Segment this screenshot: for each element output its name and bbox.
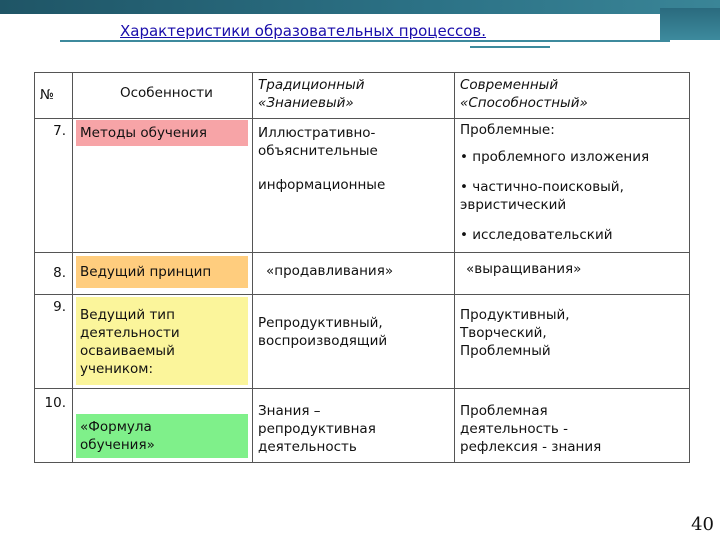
table-border-left [34,72,35,463]
traditional-informational: информационные [258,177,386,193]
feature-activity-type: Ведущий тип деятельности осваиваемый учеником: [76,297,248,385]
table-border-top [34,72,690,73]
modern-partial-search: • частично-поисковый, эвристический [460,179,624,213]
decorative-top-bar [0,0,720,14]
decorative-rule-short [470,46,550,48]
modern-problem-formula: Проблемная деятельность - рефлексия - знания [460,403,602,455]
modern-problem-presentation: • проблемного изложения [460,149,650,165]
feature-leading-principle: Ведущий принцип [76,256,248,288]
row-number: 8. [53,265,66,281]
header-traditional: Традиционный «Знаниевый» [258,77,365,111]
header-features: Особенности [120,85,213,101]
table-col-divider [72,72,73,463]
table-border-bottom [34,462,690,463]
table-border-right [689,72,690,463]
modern-research: • исследовательский [460,227,613,243]
traditional-knowledge-formula: Знания – репродуктивная деятельность [258,403,376,455]
traditional-illustrative: Иллюстративно- объяснительные [258,125,378,159]
table-row-divider [34,294,690,295]
feature-learning-formula: «Формула обучения» [76,414,248,458]
row-number: 10. [44,395,66,411]
table-row-divider [34,118,690,119]
page-number: 40 [691,514,714,535]
feature-teaching-methods: Методы обучения [76,120,248,146]
row-number: 9. [53,299,66,315]
traditional-pushing: «продавливания» [266,263,394,279]
row-number: 7. [53,123,66,139]
table-col-divider [454,72,455,463]
modern-productive: Продуктивный, Творческий, Проблемный [460,307,570,359]
modern-growing: «выращивания» [466,261,582,277]
header-number: № [40,87,55,103]
modern-problem-label: Проблемные: [460,122,555,138]
slide-title: Характеристики образовательных процессов. [120,22,487,40]
table-row-divider [34,388,690,389]
decorative-corner-block [660,8,720,40]
header-modern: Современный «Способностный» [460,77,588,111]
table-col-divider [252,72,253,463]
traditional-reproductive: Репродуктивный, воспроизводящий [258,315,388,349]
table-row-divider [34,252,690,253]
